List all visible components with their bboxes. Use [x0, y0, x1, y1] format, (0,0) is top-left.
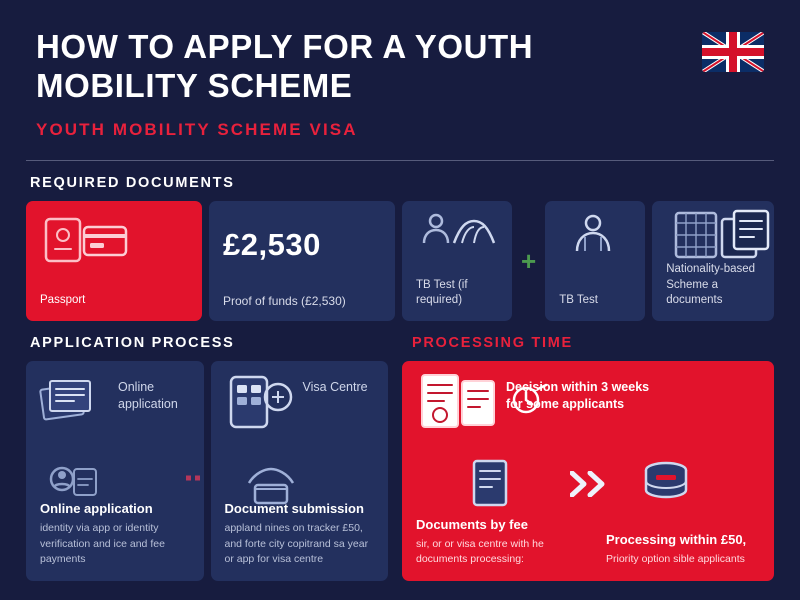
document-review-icon: [468, 457, 512, 513]
process-title-online-application: Online application: [40, 501, 153, 517]
required-documents-row: [0, 201, 800, 321]
doc-card-tb-test-required[interactable]: [402, 201, 512, 321]
uk-flag-icon: [702, 32, 764, 72]
process-top-label-visa-centre: Visa Centre: [302, 380, 368, 394]
chevron-right-icon: [570, 471, 610, 497]
documents-stack-icon: [38, 373, 112, 429]
certificate-icon: [416, 371, 500, 433]
process-sub-online-application: identity via app or identity verification and ice and fee payments: [40, 522, 165, 565]
doc-label-tb-test-required: TB Test (if required): [416, 278, 468, 307]
header: [0, 0, 800, 160]
tb-test-icon: [418, 209, 498, 261]
header-divider: [26, 160, 774, 161]
database-icon: [640, 461, 692, 507]
section-application-process-heading: APPLICATION PROCESS: [30, 335, 235, 351]
doc-card-proof-of-funds[interactable]: [209, 201, 395, 321]
doc-label-tb-test: TB Test: [559, 294, 598, 307]
page-title: HOW TO APPLY FOR A YOUTH MOBILITY SCHEME: [36, 28, 534, 104]
processing-time-column: [402, 361, 774, 581]
processing-sub-priority: Priority option sible applicants: [606, 552, 745, 565]
application-process-column: [26, 361, 388, 581]
processing-panel[interactable]: [402, 361, 774, 581]
bottom-columns: [0, 361, 800, 581]
processing-title-priority: Processing within £50,: [606, 531, 747, 547]
chest-xray-icon: [565, 211, 621, 259]
page-subtitle: YOUTH MOBILITY SCHEME VISA: [36, 119, 358, 139]
process-card-visa-centre[interactable]: [211, 361, 389, 581]
doc-label-nationality-documents: Nationality-based Scheme a documents: [666, 263, 756, 307]
arrow-right-icon: [186, 469, 204, 485]
processing-title-documents-fee: Documents by fee: [416, 516, 528, 532]
process-card-online-application[interactable]: [26, 361, 204, 581]
plus-separator: +: [521, 245, 537, 276]
process-bottom-online-application: [40, 501, 194, 567]
processing-bottom-left: [416, 517, 574, 567]
doc-card-passport[interactable]: [26, 201, 202, 321]
processing-bottom-right: [606, 532, 764, 567]
processing-sub-documents-fee: sir, or or visa centre with he documents processing:: [416, 537, 544, 565]
doc-card-nationality-documents[interactable]: [652, 201, 774, 321]
process-top-label-online-application: Online application: [118, 380, 178, 411]
process-bottom-visa-centre: [225, 501, 379, 567]
doc-label-passport: Passport: [40, 294, 86, 307]
mobile-app-icon: [225, 373, 297, 431]
passport-icon: [44, 215, 130, 263]
process-title-visa-centre: Document submission: [224, 501, 364, 517]
processing-top-label: Decision within 3 weeks for some applicants: [506, 380, 650, 411]
funds-amount: £2,530: [223, 227, 321, 262]
documents-icon: [674, 209, 774, 261]
doc-card-tb-test[interactable]: [545, 201, 645, 321]
section-processing-time-heading: PROCESSING TIME: [412, 335, 573, 351]
process-sub-visa-centre: appland nines on tracker £50, and forte city copitrand sa year or app for visa centre: [224, 522, 369, 565]
section-required-documents-heading: REQUIRED DOCUMENTS: [30, 175, 235, 191]
doc-label-proof-of-funds: Proof of funds (£2,530): [223, 293, 346, 308]
